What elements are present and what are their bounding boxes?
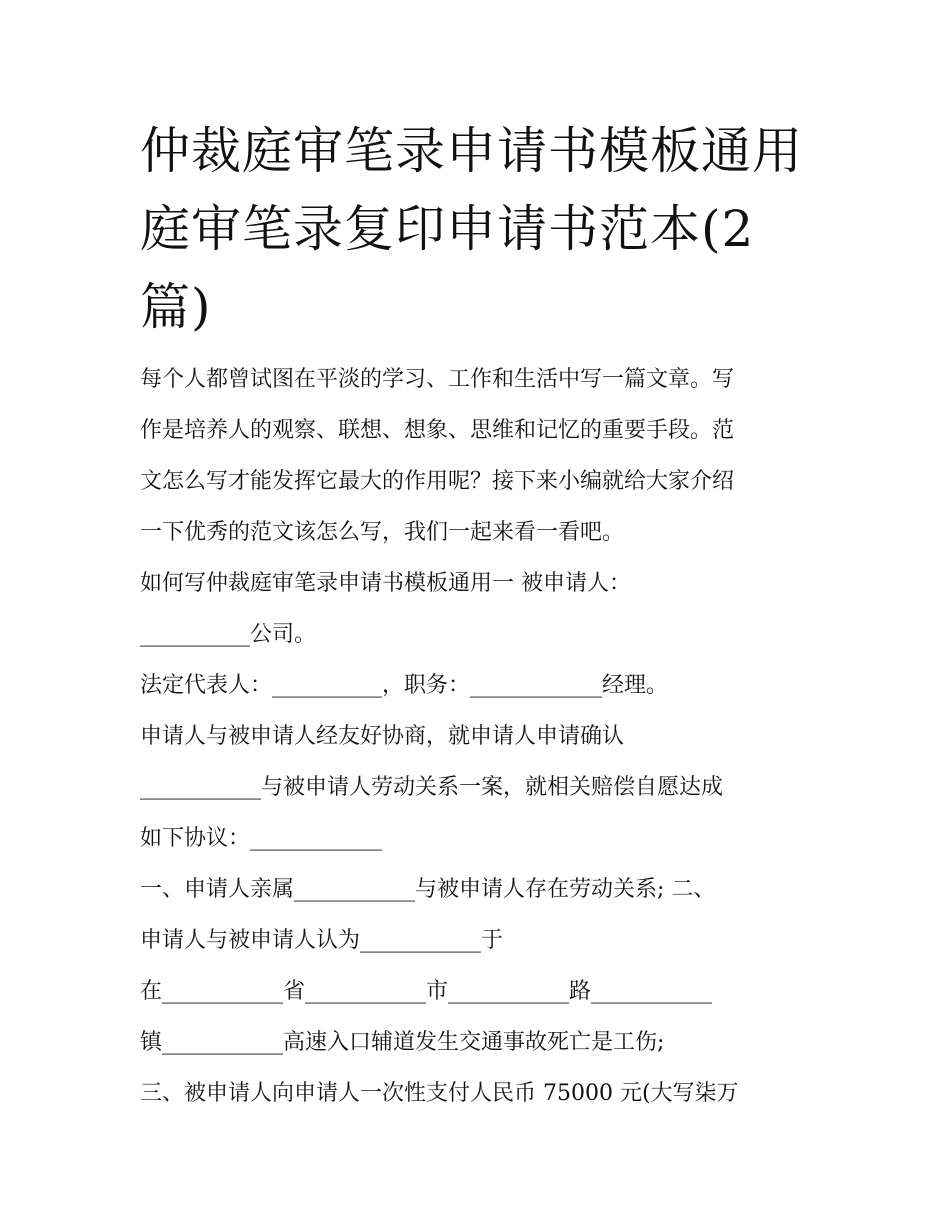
document-title — [140, 112, 830, 346]
body-line-5: 如何写仲裁庭审笔录申请书模板通用一 被申请人： — [140, 571, 631, 596]
title-line-2: 庭审笔录复印申请书范本(2 — [140, 200, 755, 258]
body-line-3: 文怎么写才能发挥它最大的作用呢？接下来小编就给大家介绍 — [140, 469, 735, 494]
body-line-11: 一、申请人亲属___________与被申请人存在劳动关系; 二、 — [140, 877, 716, 902]
title-line-1: 仲裁庭审笔录申请书模板通用 — [140, 122, 803, 180]
title-line-3: 篇) — [140, 278, 212, 336]
body-line-1: 每个人都曾试图在平淡的学习、工作和生活中写一篇文章。写 — [140, 367, 735, 392]
body-line-12: 申请人与被申请人认为___________于 — [140, 928, 504, 953]
body-line-10: 如下协议：____________ — [140, 826, 383, 851]
body-line-6: __________公司。 — [140, 622, 317, 647]
body-line-14: 镇___________高速入口辅道发生交通事故死亡是工伤; — [140, 1030, 665, 1055]
body-line-7: 法定代表人：__________，职务：____________经理。 — [140, 673, 669, 698]
body-line-9: ___________与被申请人劳动关系一案，就相关赔偿自愿达成 — [140, 775, 724, 800]
document-body — [140, 354, 820, 1119]
body-line-8: 申请人与被申请人经友好协商，就申请人申请确认 — [140, 724, 625, 749]
body-line-13: 在___________省___________市___________路___________ — [140, 979, 713, 1004]
body-line-4: 一下优秀的范文该怎么写，我们一起来看一看吧。 — [140, 520, 625, 545]
body-line-15: 三、被申请人向申请人一次性支付人民币 75000 元(大写柒万 — [140, 1081, 739, 1106]
body-line-2: 作是培养人的观察、联想、想象、思维和记忆的重要手段。范 — [140, 418, 735, 443]
